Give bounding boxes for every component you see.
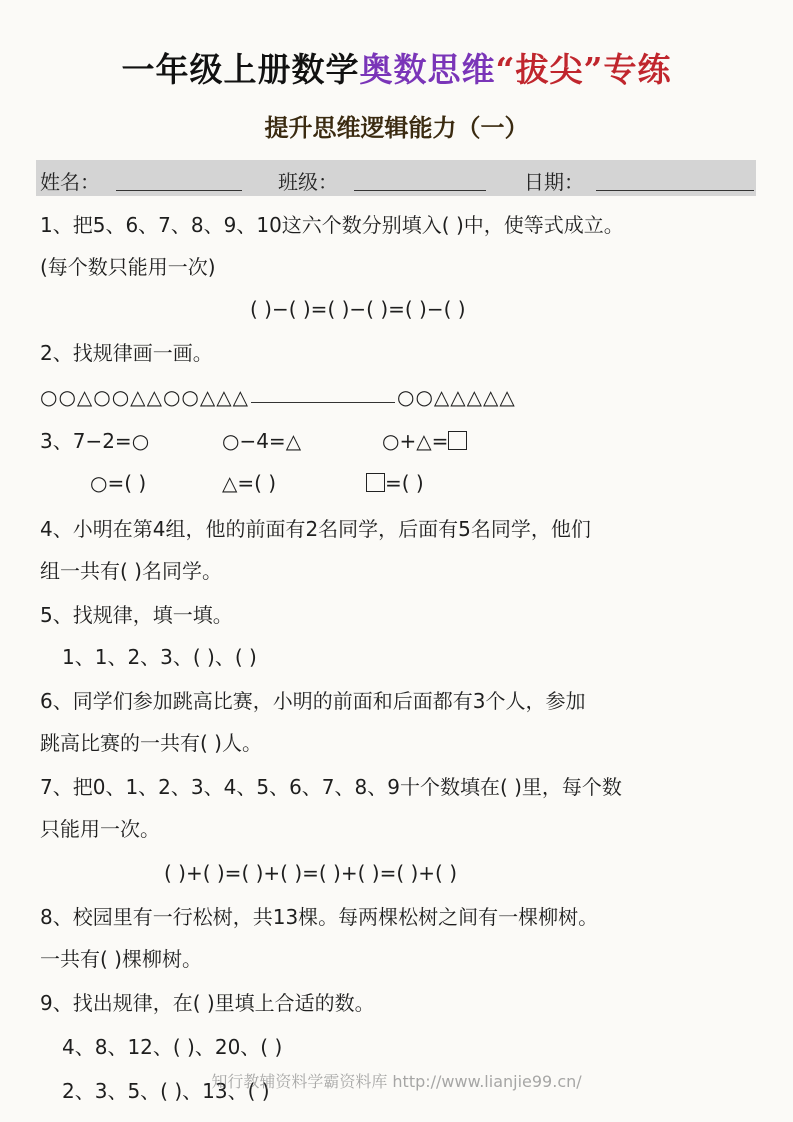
question-3-eq-c	[382, 428, 467, 454]
question-5-text: 5、找规律，填一填。	[40, 603, 233, 627]
eq-c-text: ○+△=	[382, 429, 449, 453]
date-field[interactable]	[596, 190, 754, 191]
student-info-bar	[36, 160, 756, 196]
title-part-olympiad: 奥数思维	[359, 50, 496, 89]
question-7-text: 7、把0、1、2、3、4、5、6、7、8、9十个数填在( )里，每个数	[40, 775, 622, 799]
question-3-eq-a: 3、7−2=○	[40, 429, 150, 453]
question-4-text: 4、小明在第4组，他的前面有2名同学，后面有5名同学，他们	[40, 517, 591, 541]
question-8-text-cont: 一共有( )棵柳树。	[40, 947, 202, 971]
question-4-text-cont: 组一共有( )名同学。	[40, 559, 222, 583]
question-3-answer-c	[366, 470, 424, 496]
question-7-text-cont: 只能用一次。	[40, 817, 160, 841]
question-9-sequence-a: 4、8、12、( )、20、( )	[62, 1035, 283, 1059]
question-1-note: (每个数只能用一次)	[40, 255, 216, 279]
name-label: 姓名：	[40, 170, 100, 194]
question-3-answer-a: ○=( )	[90, 471, 147, 495]
question-2-text: 2、找规律画一画。	[40, 341, 213, 365]
question-6-text: 6、同学们参加跳高比赛，小明的前面和后面都有3个人，参加	[40, 689, 586, 713]
watermark: 知行教辅资料学霸资料库 http://www.lianjie99.cn/	[211, 1072, 582, 1091]
question-1-text: 1、把5、6、7、8、9、10这六个数分别填入( )中，使等式成立。	[40, 213, 624, 237]
shape-sequence-left: ○○△○○△△○○△△△	[40, 385, 249, 409]
square-icon	[366, 473, 385, 492]
question-5-sequence: 1、1、2、3、( )、( )	[62, 645, 257, 669]
answer-c-text: =( )	[385, 471, 424, 495]
name-field[interactable]	[116, 190, 242, 191]
class-field[interactable]	[354, 190, 486, 191]
question-8-text: 8、校园里有一行松树，共13棵。每两棵松树之间有一棵柳树。	[40, 905, 599, 929]
question-3-eq-b: ○−4=△	[222, 429, 302, 453]
answer-blank-line[interactable]	[251, 384, 395, 403]
question-9-sequence-b: 2、3、5、( )、13、( )	[62, 1079, 270, 1103]
question-3-answer-b: △=( )	[222, 471, 277, 495]
date-label: 日期：	[524, 170, 584, 194]
square-icon	[448, 431, 467, 450]
class-label: 班级：	[278, 170, 338, 194]
page-subtitle: 提升思维逻辑能力（一）	[264, 113, 529, 142]
question-1-equation: ( )−( )=( )−( )=( )−( )	[250, 297, 466, 321]
title-part-grade: 一年级上册数学	[121, 50, 360, 89]
question-2-sequence	[40, 384, 516, 410]
question-6-text-cont: 跳高比赛的一共有( )人。	[40, 731, 262, 755]
page-title	[0, 44, 793, 91]
question-9-text: 9、找出规律，在( )里填上合适的数。	[40, 991, 375, 1015]
title-part-top: “拔尖”专练	[495, 50, 672, 89]
question-7-equation: ( )+( )=( )+( )=( )+( )=( )+( )	[164, 861, 458, 885]
shape-sequence-right: ○○△△△△△	[397, 385, 516, 409]
